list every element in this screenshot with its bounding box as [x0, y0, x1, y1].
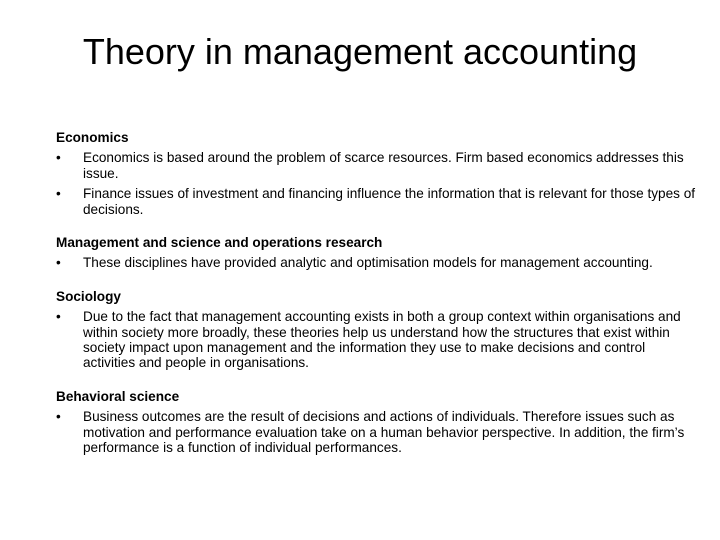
bullet-list	[56, 255, 696, 270]
section-behavioral-science	[56, 389, 696, 456]
section-economics	[56, 130, 696, 217]
section-heading: Sociology	[56, 288, 121, 304]
bullet-list	[56, 150, 696, 217]
section-sociology	[56, 289, 696, 371]
bullet-item	[56, 255, 696, 270]
bullet-icon: •	[56, 409, 61, 425]
section-heading: Management and science and operations research	[56, 235, 383, 251]
bullet-item	[56, 309, 696, 371]
bullet-list	[56, 409, 696, 455]
bullet-list	[56, 309, 696, 371]
bullet-icon: •	[56, 150, 61, 166]
bullet-item	[56, 409, 696, 455]
bullet-text: Finance issues of investment and financing influence the information that is relevant for those types of decisions.	[83, 186, 696, 217]
section-management-science	[56, 235, 696, 271]
bullet-icon: •	[56, 186, 61, 202]
bullet-text: Business outcomes are the result of decisions and actions of individuals. Therefore issues such as motivation and performance evaluation take on a human behavior perspective. In addition, the firm’s performance is a function of individual performances.	[83, 409, 685, 456]
bullet-item	[56, 150, 696, 181]
bullet-text: Economics is based around the problem of scarce resources. Firm based economics addresses this issue.	[83, 150, 684, 181]
bullet-icon: •	[56, 309, 61, 325]
bullet-text: Due to the fact that management accounting exists in both a group context within organisations and within society more broadly, these theories help us understand how the structures that exist within society impact upon management and the information they use to make decisions and control activities and people in organisations.	[83, 309, 681, 371]
bullet-icon: •	[56, 255, 61, 271]
section-heading: Behavioral science	[56, 388, 180, 404]
slide-title: Theory in management accounting	[82, 31, 638, 72]
bullet-item	[56, 186, 696, 217]
bullet-text: These disciplines have provided analytic and optimisation models for management accounting.	[83, 255, 653, 271]
slide-content	[56, 130, 696, 474]
section-heading: Economics	[56, 130, 129, 145]
